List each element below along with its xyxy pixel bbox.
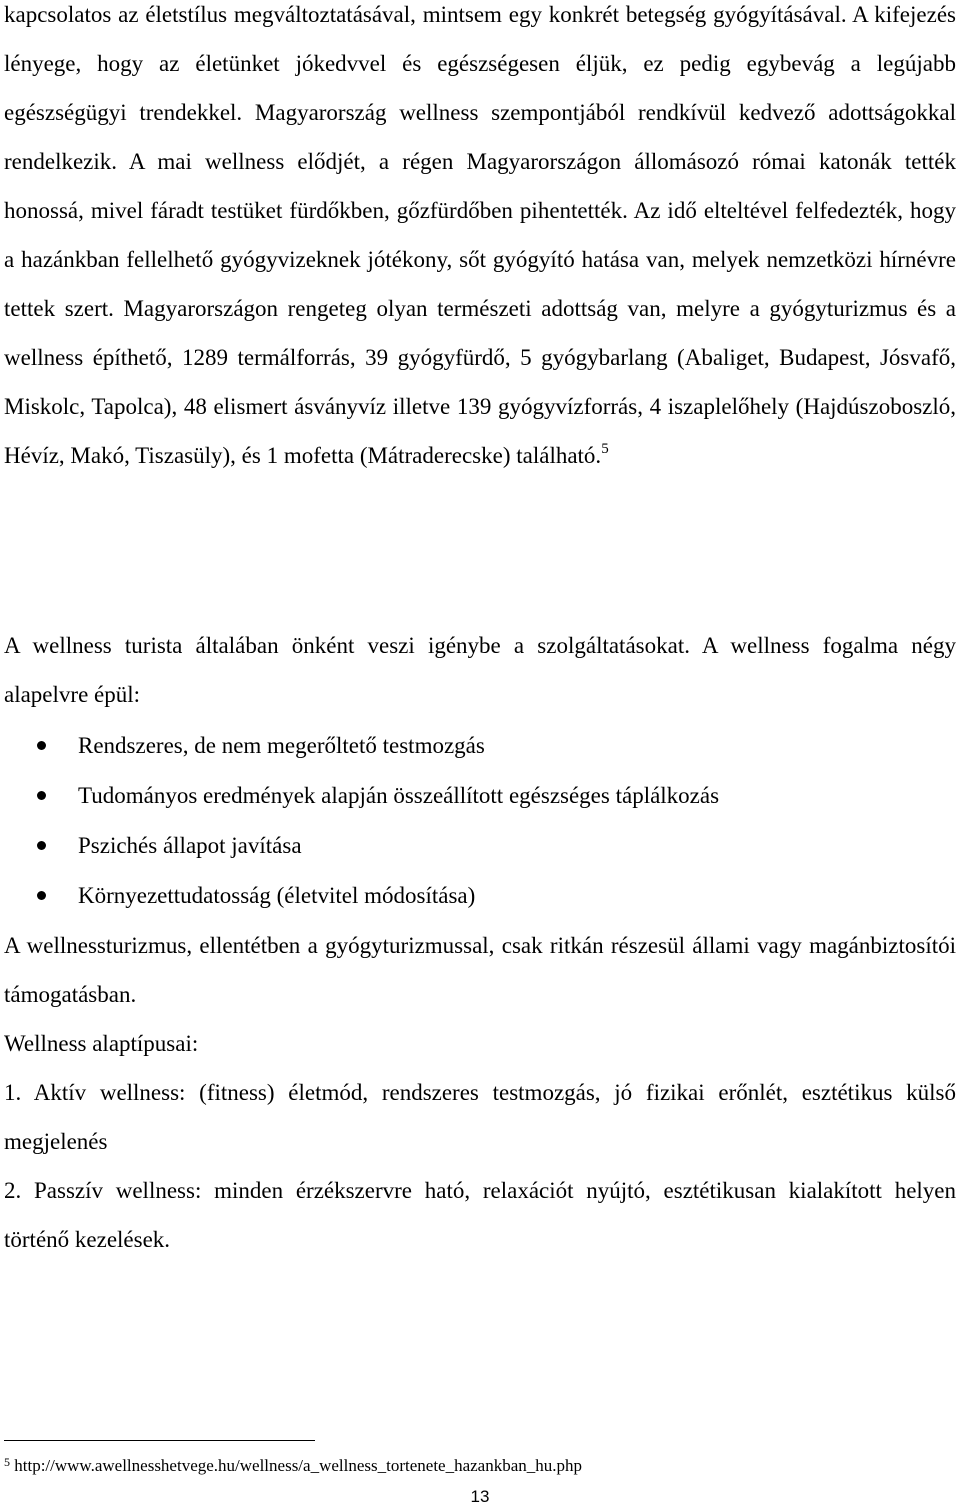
page-number: 13 [470, 1487, 490, 1506]
list-item [0, 771, 956, 821]
bullet-icon [37, 741, 46, 750]
paragraph-text: kapcsolatos az életstílus megváltoztatásával, mintsem egy konkrét betegség gyógyításával. A kifejezés lényege, hogy az életünket jókedvvel és egészségesen éljük, ez pedig egybevág a legújabb egészségügyi trendekkel. Magyarország wellness szempontjából rendkívül kedvező adottságokkal rendelkezik. A mai wellness elődjét, a régen Magyarországon állomásozó római katonák tették honossá, mivel fáradt testüket fürdőkben, gőzfürdőben pihentették. Az idő elteltével felfedezték, hogy a hazánkban fellelhető gyógyvizeknek jótékony, sőt gyógyító hatása van, melyek nemzetközi hírnévre tettek szert. Magyarországon rengeteg olyan természeti adottság van, melyre a gyógyturizmus és a wellness építhető, 1289 termálforrás, 39 gyógyfürdő, 5 gyógybarlang (Abaliget, Budapest, Jósvafő, Miskolc, Tapolca), 48 elismert ásványvíz illetve 139 gyógyvízforrás, 4 iszaplelőhely (Hajdúszoboszló, Hévíz, Makó, Tiszasüly), és 1 mofetta (Mátraderecske) található. [4, 2, 956, 468]
paragraph-wellness-types-heading: Wellness alaptípusai: [4, 1031, 199, 1056]
list-item [0, 871, 956, 921]
footnote-number: 5 [4, 1455, 10, 1469]
footnote-link[interactable]: http://www.awellnesshetvege.hu/wellness/a_wellness_tortenete_hazankban_hu.php [14, 1456, 583, 1475]
principles-list [0, 721, 956, 921]
paragraph-wellness-hungary [4, 0, 956, 480]
paragraph-passive-wellness: 2. Passzív wellness: minden érzékszervre ható, relaxációt nyújtó, esztétikusan kialakított helyen történő kezelések. [4, 1178, 956, 1252]
list-item [0, 721, 956, 771]
bullet-icon [37, 841, 46, 850]
footnote [4, 1455, 582, 1477]
bullet-icon [37, 891, 46, 900]
footnote-reference: 5 [601, 441, 609, 457]
list-item [0, 821, 956, 871]
list-item-label: Tudományos eredmények alapján összeállított egészséges táplálkozás [78, 783, 720, 808]
paragraph-active-wellness: 1. Aktív wellness: (fitness) életmód, rendszeres testmozgás, jó fizikai erőnlét, esztétikus külső megjelenés [4, 1080, 956, 1154]
list-item-label: Környezettudatosság (életvitel módosítása) [78, 883, 476, 908]
bullet-icon [37, 791, 46, 800]
paragraph-wellness-tourism-funding: A wellnessturizmus, ellentétben a gyógyturizmussal, csak ritkán részesül állami vagy magánbiztosítói támogatásban. [4, 933, 956, 1007]
list-item-label: Pszichés állapot javítása [78, 833, 302, 858]
footnote-separator [4, 1440, 315, 1441]
paragraph-principles-intro: A wellness turista általában önként veszi igénybe a szolgáltatásokat. A wellness fogalma négy alapelvre épül: [4, 633, 956, 707]
list-item-label: Rendszeres, de nem megerőltető testmozgás [78, 733, 485, 758]
